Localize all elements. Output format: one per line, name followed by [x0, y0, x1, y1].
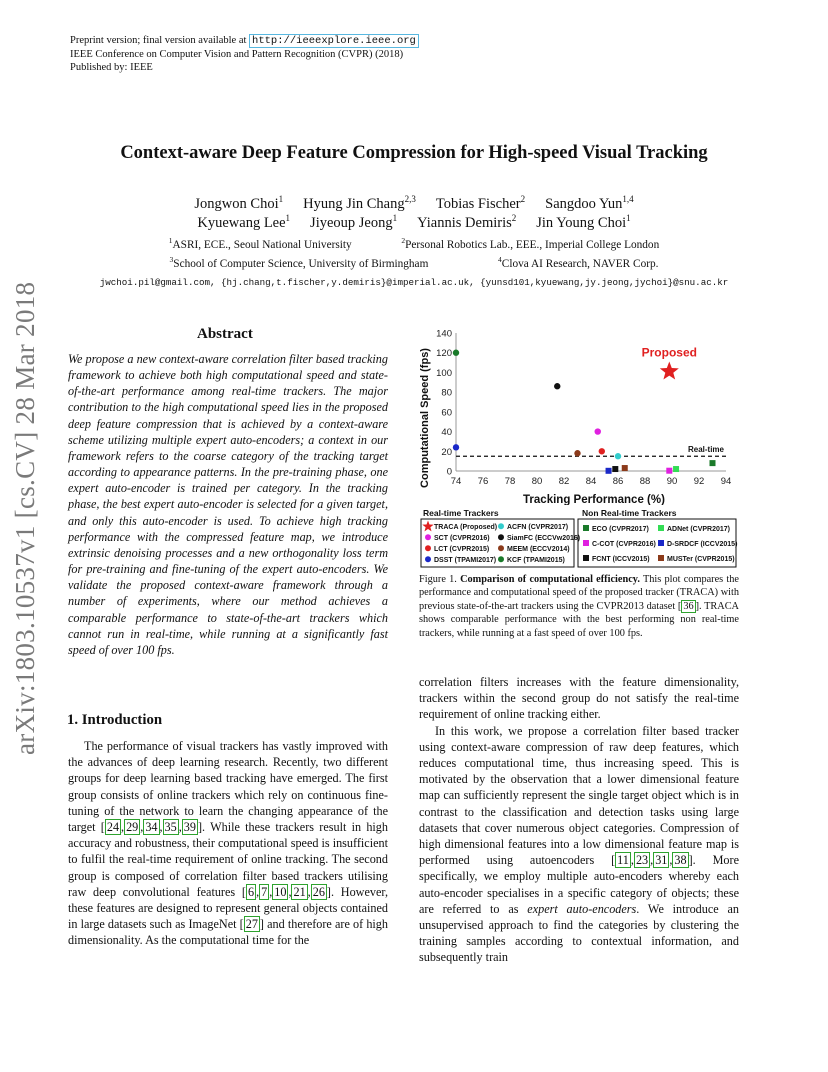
- affiliation-2: $^2$Personal Robotics Lab., EEE., Imperial College London: [401, 236, 660, 251]
- y-tick-label: 80: [441, 387, 452, 399]
- x-tick-label: 80: [531, 476, 543, 487]
- legend-marker-adnet: [658, 525, 664, 531]
- point-sct: [595, 428, 601, 434]
- point-acfn: [615, 453, 621, 459]
- citation-link[interactable]: 34: [145, 820, 158, 835]
- arxiv-stamp: arXiv:1803.10537v1 [cs.CV] 28 Mar 2018: [10, 281, 40, 755]
- paper-title: Context-aware Deep Feature Compression for High-speed Visual Tracking: [120, 143, 708, 163]
- x-axis-label: Tracking Performance (%): [523, 494, 665, 505]
- point-meem: [574, 450, 580, 456]
- citation-link[interactable]: 38: [674, 853, 687, 868]
- point-siamfc: [554, 383, 560, 389]
- affiliation-1: $^1$ASRI, ECE., Seoul National University: [168, 236, 352, 251]
- author-name: Hyung Jin Chang$^{2,3}$: [303, 194, 416, 212]
- citation-link[interactable]: 23: [635, 853, 649, 868]
- citation-link[interactable]: 7: [261, 884, 268, 899]
- x-tick-label: 86: [612, 476, 624, 487]
- y-tick-label: 0: [446, 466, 452, 478]
- legend-label-kcf: KCF (TPAMI2015): [507, 557, 565, 564]
- legend-marker-fcnt: [583, 555, 589, 561]
- right-paragraph-1: correlation filters increases with the feature dimensionality, trackers within the second group do not satisfy the real-time requirement of online tracking either.: [419, 675, 739, 722]
- authors-row-1: [0, 194, 828, 213]
- author-name: Sangdoo Yun$^{1,4}$: [545, 194, 634, 212]
- legend-group-nonrealtime: Non Real-time Trackers: [582, 508, 677, 518]
- point-eco: [710, 460, 716, 466]
- point-d-srdcf: [606, 468, 612, 474]
- citation-link[interactable]: 6: [247, 884, 255, 899]
- author-name: Tobias Fischer$^2$: [435, 194, 526, 212]
- legend-marker-dsst: [425, 556, 431, 562]
- author-emails: jwchoi.pil@gmail.com, {hj.chang,t.fischer,y.demiris}@imperial.ac.uk, {yunsd101,kyuewang,jy.jeong,jychoi}@snu.ac.kr: [99, 277, 729, 288]
- legend-marker-d-srdcf: [658, 540, 664, 546]
- legend-marker-eco: [583, 525, 589, 531]
- y-axis-label: Computational Speed (fps): [419, 348, 431, 488]
- legend-label-eco: ECO (CVPR2017): [592, 526, 649, 533]
- point-fcnt: [612, 466, 618, 472]
- author-name: Jongwon Choi$^1$: [194, 194, 284, 212]
- citation-link[interactable]: 39: [183, 820, 196, 835]
- y-tick-label: 120: [436, 348, 452, 360]
- legend-marker-siamfc: [498, 534, 504, 540]
- author-name: Jiyeoup Jeong$^1$: [310, 213, 398, 231]
- x-tick-label: 92: [693, 476, 705, 487]
- x-tick-label: 90: [666, 476, 678, 487]
- x-tick-label: 84: [585, 476, 597, 487]
- chart-marks: [453, 345, 716, 473]
- ieee-link[interactable]: http://ieeexplore.ieee.org: [249, 34, 419, 48]
- header-line-1: Preprint version; final version available at http://ieeexplore.ieee.org: [70, 34, 419, 48]
- legend-label-d-srdcf: D-SRDCF (ICCV2015): [667, 541, 738, 548]
- citation-link[interactable]: 29: [126, 820, 139, 835]
- preprint-header: [70, 34, 419, 74]
- point-kcf: [453, 350, 459, 356]
- legend-label-siamfc: SiamFC (ECCVw2016): [507, 535, 581, 542]
- citation-link[interactable]: 11: [617, 853, 629, 868]
- legend-marker-kcf: [498, 556, 504, 562]
- abstract-text: We propose a new context-aware correlation filter based tracking framework to achieve both high computational speed and state-of-the-art performance among real-time trackers. The major contribution to the high computational speed lies in the proposed deep feature compression that is achieved by a context-aware scheme utilizing multiple expert auto-encoders; a context in our framework refers to the coarse category of the tracking target according to appearance patterns. In the pre-training phase, one expert auto-encoder is trained per category. In the tracking phase, the best expert auto-encoder is selected for a given target, and only this auto-encoder is used. To achieve high tracking performance with the compressed feature map, we introduce extrinsic denoising processes and a new orthogonality loss term for pre-training and fine-tuning of the expert auto-encoders. We validate the proposed context-aware framework through a number of experiments, where our method achieves a comparable performance to state-of-the-art trackers which cannot run in real-time, while running at a significantly fast speed of over 100 fps.: [68, 352, 388, 657]
- point-c-cot: [666, 468, 672, 474]
- point-muster: [622, 465, 628, 471]
- right-paragraph-2: In this work, we propose a correlation filter based tracker using context-aware compression of raw deep features, which reduces computational time, thus increasing speed. This is motivated by the observation that a lower dimensional feature map can sufficiently represent the single target object which is in contrast to the classification and detection tasks using large datasets that cover numerous object categories. Compression of high dimensional features into a low dimensional feature map is performed using autoencoders [ 11 , 23 , 31 , 38 ]. More specifically, we employ multiple auto-encoders whereby each auto-encoder specialises in a specific category of objects; these are referred to as expert auto-encoders. We introduce an unsupervised approach to find the categories by clustering the training samples according to contextual information, and subsequently train: [419, 723, 739, 965]
- proposed-annotation: Proposed: [641, 345, 697, 360]
- legend-label-adnet: ADNet (CVPR2017): [667, 526, 731, 533]
- header-line-3: Published by: IEEE: [70, 62, 153, 73]
- point-dsst: [453, 444, 459, 450]
- x-tick-label: 82: [558, 476, 570, 487]
- legend-label-traca: TRACA (Proposed): [434, 524, 498, 531]
- citation-link[interactable]: 10: [274, 884, 287, 899]
- x-tick-label: 88: [639, 476, 651, 487]
- abstract-heading: Abstract: [197, 326, 253, 342]
- legend-label-lct: LCT (CVPR2015): [434, 546, 490, 553]
- legend-marker-c-cot: [583, 540, 589, 546]
- introduction-text: [68, 738, 388, 949]
- legend-marker-meem: [498, 545, 504, 551]
- legend-label-meem: MEEM (ECCV2014): [507, 546, 570, 553]
- affiliations-row-2: [0, 255, 828, 270]
- author-name: Kyuewang Lee$^1$: [197, 213, 291, 231]
- right-column-text: [419, 674, 739, 966]
- header-line-2: IEEE Conference on Computer Vision and Pattern Recognition (CVPR) (2018): [70, 49, 404, 60]
- author-name: Jin Young Choi$^1$: [536, 213, 631, 231]
- legend-group-realtime: Real-time Trackers: [423, 508, 499, 518]
- citation-link[interactable]: 35: [164, 820, 177, 835]
- citation-link[interactable]: 27: [245, 917, 258, 932]
- x-tick-label: 74: [450, 476, 462, 487]
- author-name: Yiannis Demiris$^2$: [417, 213, 517, 231]
- legend-label-sct: SCT (CVPR2016): [434, 535, 490, 542]
- caption-bold-title: Comparison of computational efficiency.: [460, 574, 640, 585]
- affiliation-3: $^3$School of Computer Science, University of Birmingham: [169, 255, 429, 270]
- intro-paragraph-1: The performance of visual trackers has vastly improved with the advances of deep learning research. Recently, two different groups for deep learning based tracking have emerged. The first group consists of online trackers which rely on continuous fine-tuning of the network to learn the changing appearance of the target [ 24 , 29 , 34 , 35 , 39 ]. While these trackers result in high accuracy and robustness, their computational speed is insufficient to fulfil the real-time requirement of online tracking. The second group is composed of correlation filter based trackers utilising raw deep convolutional features [ 6 , 7 , 10 , 21 , 26 ]. However, these features are designed to represent general objects contained in large datasets such as ImageNet [ 27 ] and therefore are of high dimensionality. As the computational time for the: [68, 739, 388, 948]
- affiliations-row-1: [0, 236, 828, 251]
- citation-link[interactable]: 36: [683, 600, 694, 612]
- legend-label-muster: MUSTer (CVPR2015): [667, 556, 735, 563]
- y-tick-label: 140: [436, 328, 452, 340]
- legend-label-fcnt: FCNT (ICCV2015): [592, 556, 650, 563]
- point-traca: [660, 361, 679, 379]
- introduction-heading: 1. Introduction: [67, 712, 163, 728]
- citation-link[interactable]: 31: [655, 853, 668, 868]
- y-tick-label: 40: [441, 427, 452, 439]
- legend-marker-traca: [422, 521, 433, 532]
- real-time-label: Real-time: [687, 445, 724, 455]
- chart-legend: [420, 507, 738, 569]
- figure-caption: Figure 1. Comparison of computational efficiency. This plot compares the performance and computational speed of the proposed tracker (TRACA) with previous state-of-the-art trackers using the CVPR2013 dataset [ 36 ]. TRACA shows comparable performance with the best performing non real-time trackers, while running at a fast speed of over 100 fps.: [419, 574, 739, 639]
- legend-marker-lct: [425, 545, 431, 551]
- y-tick-label: 20: [441, 446, 452, 458]
- legend-marker-acfn: [498, 523, 504, 529]
- y-tick-label: 60: [441, 407, 452, 419]
- legend-label-c-cot: C-COT (CVPR2016): [592, 541, 656, 548]
- point-lct: [599, 448, 605, 454]
- citation-link[interactable]: 24: [106, 820, 120, 835]
- x-tick-label: 78: [504, 476, 516, 487]
- citation-link[interactable]: 26: [312, 884, 325, 899]
- legend-label-acfn: ACFN (CVPR2017): [507, 524, 569, 531]
- point-adnet: [673, 466, 679, 472]
- affiliation-4: $^4$Clova AI Research, NAVER Corp.: [498, 255, 659, 270]
- x-tick-label: 76: [477, 476, 489, 487]
- legend-label-dsst: DSST (TPAMI2017): [434, 557, 497, 564]
- authors-row-2: [0, 213, 828, 232]
- legend-marker-muster: [658, 555, 664, 561]
- citation-link[interactable]: 21: [293, 884, 306, 899]
- figure-label: Figure 1.: [419, 574, 457, 585]
- y-tick-label: 100: [436, 367, 452, 379]
- x-tick-label: 94: [720, 476, 732, 487]
- speed-vs-performance-chart: [414, 323, 744, 505]
- legend-marker-sct: [425, 534, 431, 540]
